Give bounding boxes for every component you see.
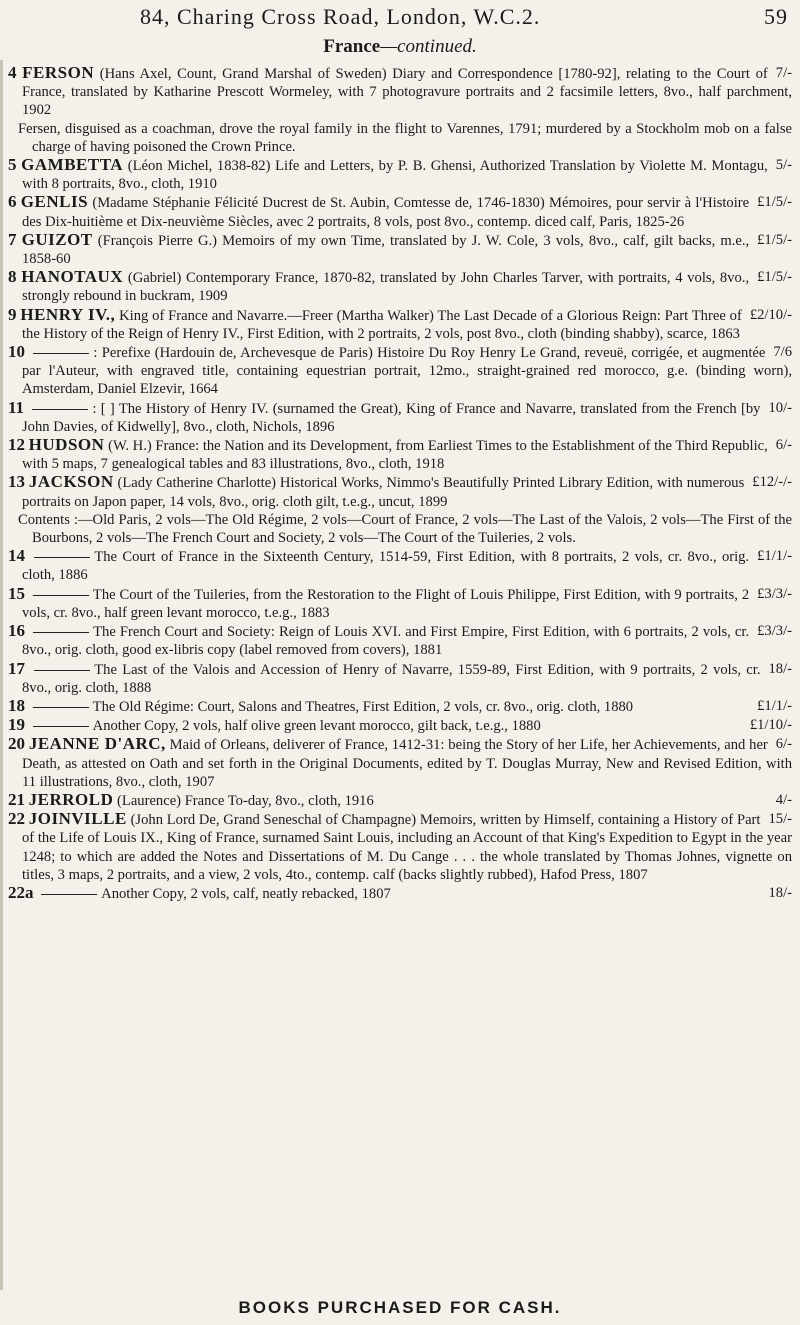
ditto-rule — [34, 670, 90, 671]
entry-price: £1/1/- — [757, 548, 792, 565]
entry-price: £2/10/- — [749, 306, 792, 323]
entry-text: The Court of France in the Sixteenth Century, 1514-59, First Edition, with 8 portraits, 2 vols, cr. 8vo., orig. cloth, 1886 — [22, 549, 750, 584]
entry-text: (François Pierre G.) Memoirs of my own Time, translated by J. W. Cole, 3 vols, 8vo., calf, gilt backs, m.e., 1858-60 — [22, 232, 750, 268]
catalogue-entry — [4, 268, 792, 305]
entry-text: Contents :—Old Paris, 2 vols—The Old Régime, 2 vols—Court of France, 2 vols—The Last of the Valois, 2 vols—The First of the Bourbons, 2 vols—The French Court and Society, 2 vols—The Court of the Tuileries, 2 vols. — [18, 511, 792, 547]
entry-number: 10 — [8, 342, 25, 362]
catalogue-entry — [4, 64, 792, 120]
entry-text: (Lady Catherine Charlotte) Historical Works, Nimmo's Beautifully Printed Library Edition, with numerous portraits on Japon paper, 14 vols, 8vo., orig. cloth gilt, t.e.g., uncut, 1899 — [22, 475, 745, 510]
entry-number: 14 — [8, 546, 25, 566]
catalogue-entry — [4, 622, 792, 659]
entry-heading: HUDSON — [28, 435, 105, 455]
section-heading — [0, 36, 800, 58]
entry-text: King of France and Navarre.—Freer (Martha Walker) The Last Decade of a Glorious Reign: Part Three of the History of the Reign of Henry IV., First Edition, with 2 portraits, 2 vols, post 8vo., cloth (binding shabby), scarce, 1863 — [22, 307, 742, 342]
entry-price: £1/5/- — [757, 269, 792, 286]
entry-price: 4/- — [775, 791, 792, 808]
catalogue-entry — [4, 735, 792, 791]
entry-list — [4, 64, 792, 903]
entry-number: 7 — [8, 229, 17, 249]
entry-text: Fersen, disguised as a coachman, drove the royal family in the flight to Varennes, 1791; murdered by a Stockholm mob on a false charge of having poisoned the Crown Prince. — [18, 120, 792, 155]
catalogue-entry — [4, 810, 792, 884]
catalogue-entry — [4, 791, 792, 810]
entry-heading: HENRY IV., — [20, 304, 116, 324]
entry-heading: HANOTAUX — [21, 267, 124, 287]
entry-price: 7/- — [775, 65, 792, 81]
entry-price: 10/- — [768, 399, 792, 416]
entry-number: 15 — [8, 583, 25, 603]
entry-text: Maid of Orleans, deliverer of France, 1412-31: being the Story of her Life, her Achievements, and her Death, as attested on Oath and set forth in the Original Documents, edited by T. Douglas Murray, New and Revised Edition, with 11 illustrations, 8vo., cloth, 1907 — [22, 737, 792, 790]
entry-price: £12/-/- — [752, 474, 792, 491]
catalogue-entry — [4, 306, 792, 343]
entry-text: Another Copy, 2 vols, half olive green levant morocco, gilt back, t.e.g., 1880 — [92, 718, 541, 735]
entry-heading: FERSON — [22, 63, 95, 82]
entry-price: 15/- — [768, 811, 792, 828]
entry-price: £1/5/- — [757, 194, 792, 211]
entry-text: : [ ] The History of Henry IV. (surnamed the Great), King of France and Navarre, translated from the French [by John Davies, of Kidwelly], 8vo., cloth, Nichols, 1896 — [22, 400, 761, 435]
ditto-rule — [33, 632, 89, 633]
entry-text: (W. H.) France: the Nation and its Development, from Earliest Times to the Establishment of the Third Republic, with 5 maps, 7 genealogical tables and 83 illustrations, 8vo., cloth, 1918 — [22, 438, 768, 473]
entry-number: 17 — [8, 658, 25, 678]
catalogue-entry — [4, 660, 792, 697]
entry-text: The French Court and Society: Reign of Louis XVI. and First Empire, First Edition, with 6 portraits, 2 vols, cr. 8vo., orig. cloth, good ex-libris copy (label removed from covers), 1881 — [22, 624, 750, 659]
entry-number: 19 — [8, 715, 25, 735]
entry-heading: JACKSON — [28, 472, 114, 492]
entry-price: 5/- — [775, 157, 792, 174]
catalogue-entry — [4, 585, 792, 622]
catalogue-entry — [4, 193, 792, 230]
catalogue-entry — [4, 436, 792, 473]
entry-number: 22a — [8, 882, 34, 902]
entry-number: 18 — [8, 695, 25, 715]
entry-price: 18/- — [768, 884, 792, 901]
entry-price: £3/3/- — [757, 623, 792, 640]
entry-number: 21 — [8, 789, 25, 809]
entry-price: 18/- — [768, 660, 792, 677]
entry-text: The Court of the Tuileries, from the Restoration to the Flight of Louis Philippe, First Edition, with 9 portraits, 2 vols, cr. 8vo., half green levant morocco, t.e.g., 1883 — [22, 586, 750, 621]
entry-text: The Last of the Valois and Accession of Henry of Navarre, 1559-89, First Edition, with 9 portraits, 2 vols, cr. 8vo., orig. cloth, 1888 — [22, 661, 761, 696]
entry-price: 7/6 — [773, 344, 792, 361]
catalogue-entry — [4, 231, 792, 268]
catalogue-entry — [4, 473, 792, 510]
footer-notice: BOOKS PURCHASED FOR CASH. — [238, 1298, 562, 1317]
ditto-rule — [33, 595, 89, 596]
entry-heading: GAMBETTA — [21, 155, 124, 175]
entry-text: (Gabriel) Contemporary France, 1870-82, translated by John Charles Tarver, with portraits, 4 vols, 8vo., strongly rebound in buckram, 1909 — [22, 270, 750, 305]
entry-heading: JERROLD — [28, 789, 114, 809]
ditto-rule — [32, 409, 88, 410]
entry-number: 6 — [8, 192, 17, 212]
entry-price: 6/- — [775, 437, 792, 454]
catalogue-entry — [4, 343, 792, 399]
header-title: 84, Charing Cross Road, London, W.C.2. — [140, 4, 541, 29]
entry-price: £1/5/- — [757, 231, 792, 248]
entry-price: £3/3/- — [757, 585, 792, 602]
entry-number: 5 — [8, 155, 17, 175]
ditto-rule — [33, 353, 89, 354]
entry-text: (John Lord De, Grand Seneschal of Champagne) Memoirs, written by Himself, containing a History of Part of the Life of Louis IX., King of France, surnamed Saint Louis, including an Account of that King's Expedition to Egypt in the year 1248; to which are added the Notes and Dissertations of M. Du Cange . . . the whole translated by Thomas Johnes, vignette on titles, 3 maps, 2 portraits, and a view, 2 vols, 4to., contemp. calf (backs slightly rubbed), Hafod Press, 1807 — [22, 812, 792, 883]
entry-text: Another Copy, 2 vols, calf, neatly rebacked, 1807 — [101, 885, 391, 902]
entry-number: 4 — [8, 63, 17, 82]
catalogue-entry — [4, 716, 792, 735]
entry-number: 20 — [8, 734, 25, 754]
entry-price: 6/- — [775, 736, 792, 753]
catalogue-entry — [4, 697, 792, 716]
entry-heading: JEANNE D'ARC, — [28, 734, 166, 754]
entry-heading: GENLIS — [20, 192, 89, 212]
page-header — [0, 0, 800, 36]
catalogue-entry — [4, 547, 792, 584]
entry-price: £1/10/- — [749, 717, 792, 734]
entry-heading: JOINVILLE — [28, 809, 127, 829]
section-suffix: —continued. — [380, 36, 477, 57]
ditto-rule — [34, 557, 90, 558]
entry-heading: GUIZOT — [21, 229, 93, 249]
entry-text: (Laurence) France To-day, 8vo., cloth, 1916 — [117, 792, 374, 809]
page-number: 59 — [764, 4, 788, 29]
ditto-rule — [33, 707, 89, 708]
catalogue-entry — [4, 156, 792, 193]
ditto-rule — [41, 894, 97, 895]
entry-number: 11 — [8, 397, 25, 417]
entry-number: 16 — [8, 621, 25, 641]
section-name: France — [323, 36, 381, 57]
entry-number: 22 — [8, 809, 25, 829]
entry-text: (Hans Axel, Count, Grand Marshal of Sweden) Diary and Correspondence [1780-92], relating to the Court of France, translated by Katharine Prescott Wormeley, with 7 photogravure portraits and 2 facsimile letters, 8vo., half parchment, 1902 — [22, 66, 792, 119]
catalogue-entry — [4, 399, 792, 436]
catalogue-entry — [4, 884, 792, 903]
entry-text: : Perefixe (Hardouin de, Archevesque de Paris) Histoire Du Roy Henry Le Grand, reveuë, corrigée, et augmentée par l'Auteur, with engraved title, containing equestrian portrait, 12mo., straight-grained red morocco, g.e. (binding worn), Amsterdam, Daniel Elzevir, 1664 — [22, 345, 792, 398]
entry-number: 9 — [8, 304, 17, 324]
left-margin-shadow — [0, 60, 3, 1290]
catalogue-entry — [4, 511, 792, 547]
ditto-rule — [33, 726, 89, 727]
entry-text: The Old Régime: Court, Salons and Theatres, First Edition, 2 vols, cr. 8vo., orig. cloth, 1880 — [92, 698, 634, 715]
entry-price: £1/1/- — [757, 697, 792, 714]
entry-number: 13 — [8, 472, 25, 492]
entry-number: 12 — [8, 435, 25, 455]
catalogue-entry — [4, 120, 792, 156]
entry-number: 8 — [8, 267, 17, 287]
entry-text: (Léon Michel, 1838-82) Life and Letters, by P. B. Ghensi, Authorized Translation by Violette M. Montagu, with 8 portraits, 8vo., cloth, 1910 — [22, 158, 768, 193]
entry-text: (Madame Stéphanie Félicité Ducrest de St. Aubin, Comtesse de, 1746-1830) Mémoires, pour servir à l'Histoire des Dix-huitième et Dix-neuvième Siècles, avec 2 portraits, 8 vols, post 8vo., contemp. diced calf, Paris, 1825-26 — [22, 195, 750, 230]
